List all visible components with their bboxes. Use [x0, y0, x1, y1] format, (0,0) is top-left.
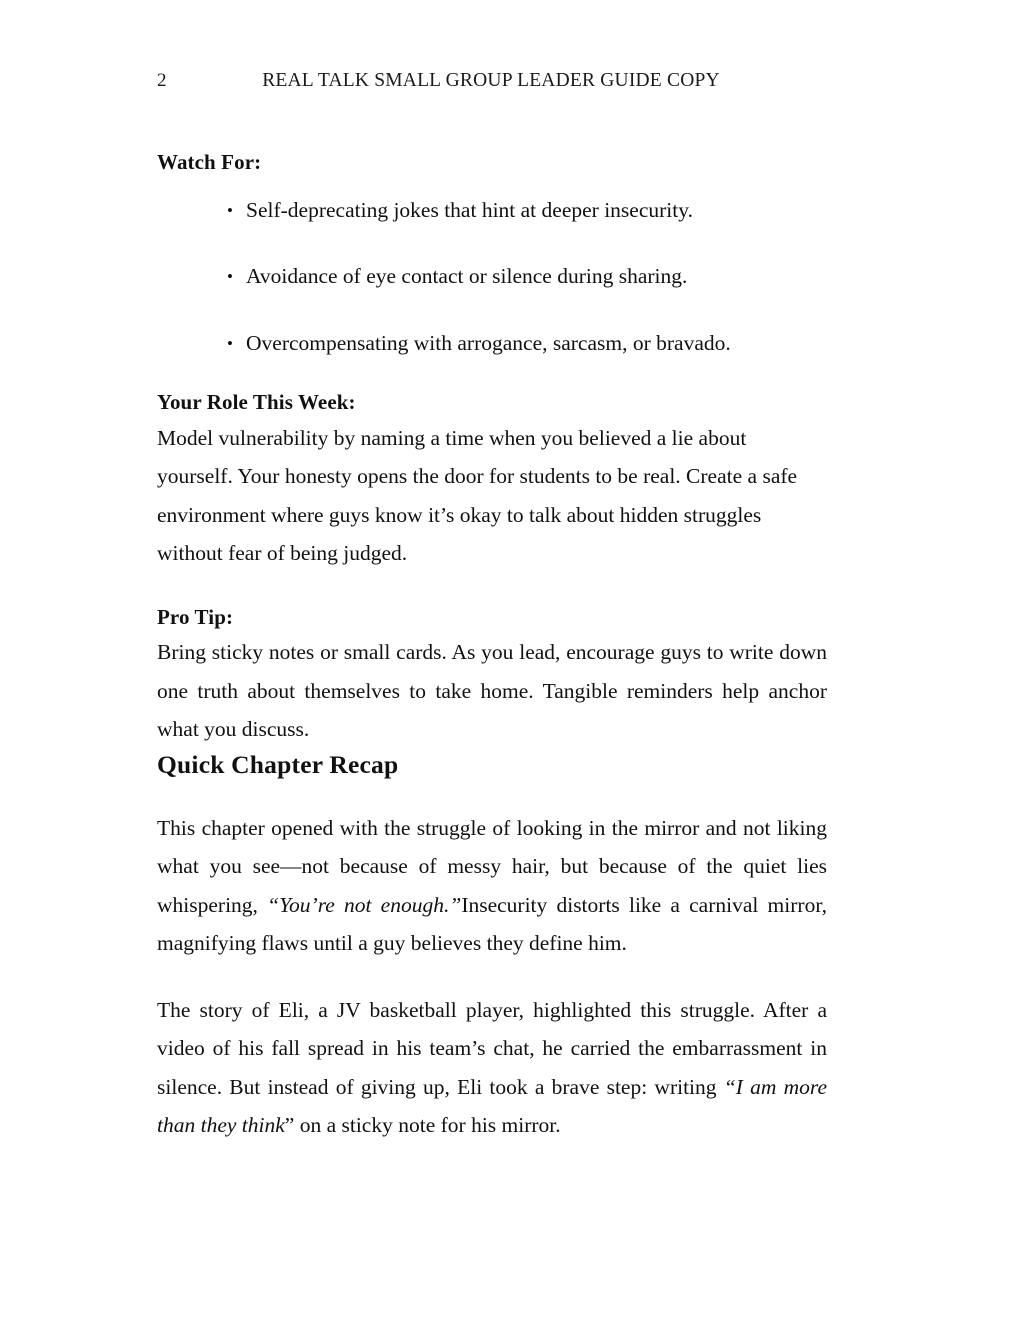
pro-tip-label: Pro Tip: — [157, 604, 234, 629]
recap-paragraph-1 — [157, 809, 827, 963]
watch-for-label: Watch For: — [157, 150, 262, 174]
recap-p2-text-after-quote: on a sticky note for his mirror. — [294, 1113, 561, 1138]
list-item-text: Overcompensating with arrogance, sarcasm, or bravado. — [246, 331, 731, 356]
list-item-text: Avoidance of eye contact or silence during sharing. — [246, 264, 688, 289]
recap-p2-quote-open: “ — [723, 1074, 736, 1099]
recap-p1-text-before-quote: This chapter opened with the struggle of looking in the mirror and not liking what you see—not because of messy hair, but because of the quiet lies whispering, — [157, 815, 827, 917]
list-item — [157, 197, 827, 225]
list-item — [157, 330, 827, 358]
recap-p2-quote-close: ” — [284, 1113, 295, 1138]
text-column — [157, 148, 827, 1145]
recap-p2-quote-text: I am more than they think — [157, 1074, 827, 1138]
bullet-icon: • — [227, 267, 233, 287]
recap-p1-quote: “You’re not enough.” — [267, 892, 462, 917]
pro-tip-paragraph: Bring sticky notes or small cards. As you lead, encourage guys to write down one truth about themselves to take home. Tangible reminders help anchor what you discuss. — [157, 640, 827, 742]
watch-for-list — [157, 197, 827, 359]
quick-chapter-recap-heading: Quick Chapter Recap — [157, 749, 399, 779]
recap-paragraph-2 — [157, 991, 827, 1145]
your-role-label: Your Role This Week: — [157, 390, 356, 415]
running-header — [157, 66, 825, 96]
recap-p1-text-after-quote: Insecurity distorts like a carnival mirror, magnifying flaws until a guy believes they define him. — [157, 892, 827, 956]
page-number: 2 — [157, 70, 167, 91]
your-role-paragraph: Model vulnerability by naming a time when you believed a lie about yourself. Your honesty opens the door for students to be real. Create a safe environment where guys know it’s okay to talk about hidden struggles without fear of being judged. — [157, 425, 798, 566]
list-item — [157, 263, 827, 291]
recap-p2-text-before-quote: The story of Eli, a JV basketball player, highlighted this struggle. After a video of his fall spread in his team’s chat, he carried the embarrassment in silence. But instead of giving up, Eli took a brave step: writing — [157, 997, 827, 1099]
list-item-text: Self-deprecating jokes that hint at deeper insecurity. — [246, 197, 693, 222]
running-head-title: REAL TALK SMALL GROUP LEADER GUIDE COPY — [262, 70, 720, 91]
bullet-icon: • — [227, 334, 233, 354]
bullet-icon: • — [227, 200, 233, 220]
